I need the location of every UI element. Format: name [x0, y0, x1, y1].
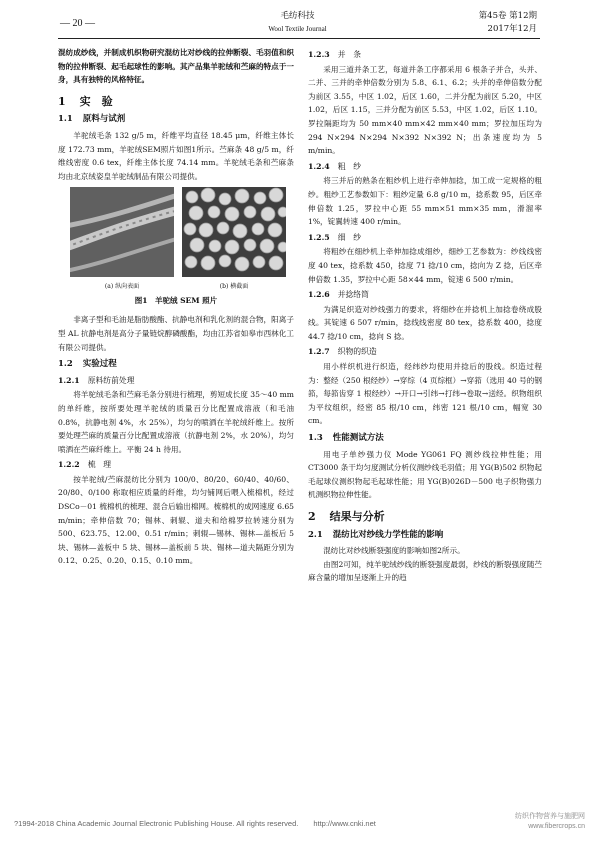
paragraph: 将粗纱在细纱机上牵伸加捻成细纱，细纱工艺参数为：纱线线密度 40 tex，捻系数 450，捻度 71 捻/10 cm，捻向为 Z 捻，后区牵伸倍数 1.35，罗拉中心距 58×44 mm，锭速 6 500 r/min。 [308, 247, 542, 284]
copyright-footer: ?1994-2018 China Academic Journal Electronic Publishing House. All rights reserved. http://www.cnki.net [14, 819, 376, 828]
volume-issue: 第45卷 第12期 [478, 11, 537, 21]
paragraph: 采用三道并条工艺，每道并条工序都采用 6 根条子并合，头并、二并、三并的牵伸倍数分别为 5.8、6.1、6.2；头并的牵伸倍数分配为前区 3.55，中区 1.02，后区 1.60，二并分配为前区 5.20，中区 1.02，后区 1.15，三并分配为前区 5.53，中区 1.02，后区 1.10。罗拉隔距均为 50 mm×40 mm×42 mm×40 mm；罗拉加压均为 294 N×294 N×294 N×392 N×392 N；出条速度均为 5 m/min。 [308, 64, 542, 156]
section-number: 2 [308, 510, 316, 523]
subsubsection-title: 并捻络筒 [337, 290, 369, 300]
subsection-number: 1.2 [58, 359, 73, 370]
journal-title-cn: 毛纺科技 [280, 11, 315, 21]
subsubsection-heading [308, 48, 542, 62]
subsection-number: 1.3 [308, 433, 323, 444]
paragraph: 将羊驼绒毛条和苎麻毛条分别进行梳理，剪短成长度 35～40 mm 的单纤维，按所要处理羊驼绒的质量百分比配置成溶液（和毛油 0.8%，抗静电剂 4%，水 25%），均匀的喷洒在羊驼绒纤维上。按所要处理苎麻的质量百分比配置成溶液（抗静电剂 2%，水 20%），均匀喷洒在苎麻纤维上。平衡 24 h 待用。 [58, 390, 294, 454]
figure-1 [58, 187, 294, 311]
subsubsection-number: 1.2.3 [308, 50, 330, 59]
watermark-text-cn: 纺织作物营养与施肥网 [515, 813, 585, 820]
subsubsection-number: 1.2.1 [58, 375, 80, 385]
subsection-heading [58, 113, 294, 127]
subsubsection-number: 1.2.4 [308, 161, 330, 171]
section-number: 1 [58, 94, 66, 108]
paragraph: 羊驼绒毛条 132 g/5 m，纤维平均直径 18.45 μm，纤维主体长度 172.73 mm，羊驼绒SEM照片如图1所示。苎麻条 48 g/5 m，纤维线密度 0.6 tex，纤维主体长度 74.14 mm。羊驼绒毛条和苎麻条均由北京绒姿皇羊驼绒制品有限公司提供。 [58, 130, 294, 181]
figure-subcaption-b: (b) 横截面 [219, 283, 249, 291]
subsection-heading [308, 432, 542, 446]
paragraph: 用电子单纱强力仪 Mode YG061 FQ 测纱线拉伸性能；用 CT3000 条干均匀度测试分析仪测纱线毛羽值；用 YG(B)502 织物起毛起球仪测织物起毛起球性能；用 YG(B)026D－500 电子织物强力机测织物拉伸性能。 [308, 449, 542, 500]
subsection-title: 实验过程 [82, 359, 117, 370]
header-rule [58, 38, 540, 39]
subsubsection-number: 1.2.5 [308, 232, 330, 242]
subsubsection-heading [308, 288, 542, 302]
sem-image-cross-section [182, 187, 286, 277]
figure-subcaption-a: (a) 纵向表面 [104, 283, 140, 291]
watermark [515, 812, 585, 832]
subsection-title: 原料与试剂 [82, 114, 126, 125]
subsubsection-title: 粗 纱 [337, 161, 362, 171]
section-title: 结果与分析 [329, 510, 385, 523]
subsubsection-title: 并 条 [337, 50, 362, 59]
issue-info [479, 10, 537, 36]
subsubsection-number: 1.2.2 [58, 460, 80, 470]
issue-date: 2017年12月 [487, 24, 537, 34]
paragraph: 由图2可知，纯羊驼绒纱线的断裂强度最弱，纱线的断裂强度随苎麻含量的增加呈逐渐上升的趋 [308, 559, 542, 583]
subsubsection-title: 原料纺前处理 [87, 375, 135, 385]
paragraph: 非离子型和毛油是脂肪酸酯、抗静电剂和乳化剂的混合物，阳离子型 AL 抗静电剂是高分子量链烷醇磷酸酯，均由江苏省如皋市西林化工有限公司提供。 [58, 315, 294, 352]
left-column [58, 46, 294, 568]
section-heading [58, 95, 294, 109]
subsubsection-title: 细 纱 [337, 232, 362, 242]
section-heading [308, 510, 542, 524]
subsubsection-title: 织物的织造 [337, 347, 377, 357]
intro-paragraph: 混纺成纱线，并制成机织物研究混纺比对纱线的拉伸断裂、毛羽值和织物的拉伸断裂、起毛起球性的影响。其产品集羊驼绒和苎麻的特点于一身，具有独特的风格特征。 [58, 48, 294, 85]
subsubsection-heading [308, 345, 542, 359]
section-title: 实 验 [79, 94, 113, 108]
sem-image-longitudinal [70, 187, 174, 277]
paragraph: 混纺比对纱线断裂强度的影响如图2所示。 [323, 546, 465, 556]
subsection-heading [308, 529, 542, 543]
subsection-number: 2.1 [308, 529, 323, 540]
subsection-title: 性能测试方法 [332, 433, 384, 444]
journal-title-en: Wool Textile Journal [268, 25, 327, 33]
subsubsection-number: 1.2.7 [308, 347, 330, 357]
subsubsection-heading [58, 374, 294, 388]
subsubsection-number: 1.2.6 [308, 290, 330, 300]
subsection-number: 1.1 [58, 114, 73, 125]
paragraph: 用小样织机进行织造，经纬纱均使用并捻后的股线。织造过程为：整经（250 根经纱）→穿综（4 页综框）→穿筘（选用 40 号的钢筘，每筘齿穿 1 根经纱）→开口→引纬→打纬→卷取→送经。织物组织为平纹组织，经密 85 根/10 cm，纬密 121 根/10 cm，幅宽 30 cm。 [308, 362, 542, 426]
subsubsection-heading [58, 458, 294, 472]
paragraph: 将三并后的熟条在粗纱机上进行牵伸加捻，加工成一定规格的粗纱。粗纱工艺参数如下：粗纱定量 6.8 g/10 m，捻系数 95，后区牵伸倍数 1.25，罗拉中心距 55 mm×51 mm×35 mm，滑溜率 1%，锭翼转速 400 r/min。 [308, 176, 542, 227]
paragraph: 按羊驼绒/苎麻混纺比分别为 100/0、80/20、60/40、40/60、20/80、0/100 称取相应质量的纤维，均匀铺网后喂入梳棉机，经过 DSCo－01 梳棉机的梳理、混合后输出棉网。梳棉机的成网速度 6.65 m/min；牵伸倍数 70；锡林、刺辊、道夫和给棉罗拉转速分别为 500、623.75、12.00、0.51 r/min；刺辊—锡林、锡林—盖板后 5 块、锡林—盖板中 5 块、锡林—盖板前 5 块、锡林—道夫隔距分别为 0.12、0.25、0.20、0.15、0.10 mm。 [58, 474, 294, 566]
figure-caption: 图1 羊驼绒 SEM 照片 [134, 296, 218, 306]
subsubsection-heading [308, 231, 542, 245]
subsubsection-heading [308, 160, 542, 174]
subsection-title: 混纺比对纱线力学性能的影响 [332, 529, 444, 540]
subsubsection-title: 梳 理 [87, 460, 112, 470]
watermark-url: www.fibercrops.cn [528, 823, 585, 830]
paragraph: 为满足织造对纱线强力的要求，将细纱在并捻机上加捻卷绕成股线。其锭速 6 507 r/min，捻线线密度 80 tex，捻系数 400，捻度 44.7 捻/10 cm，捻向 S 捻。 [308, 304, 542, 341]
page-number: — 20 — [60, 18, 95, 29]
right-column [308, 46, 542, 585]
subsection-heading [58, 358, 294, 372]
